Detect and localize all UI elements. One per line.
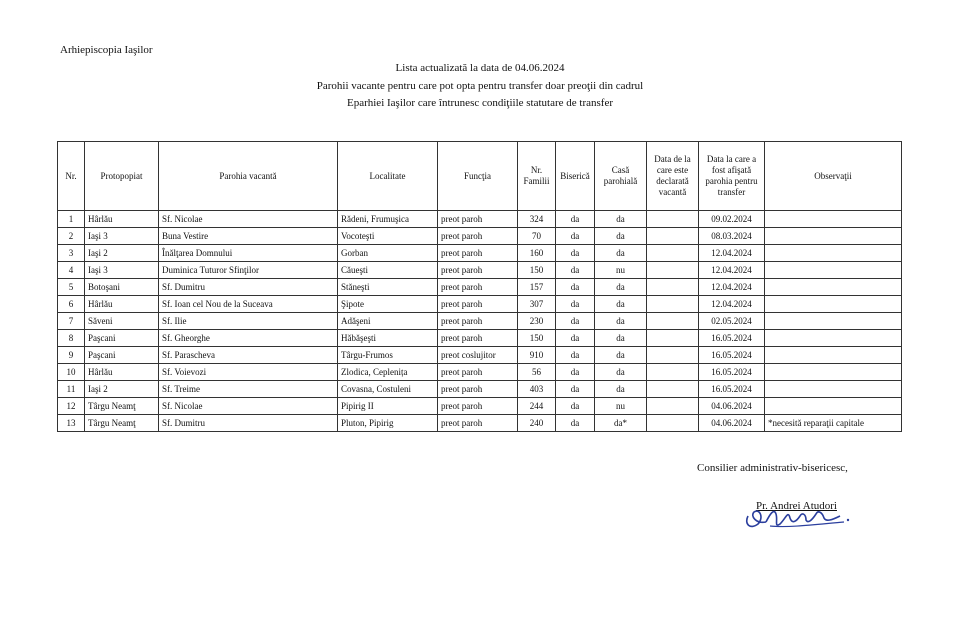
cell-data-vacanta bbox=[647, 228, 699, 245]
cell-data-vacanta bbox=[647, 347, 699, 364]
cell-parohia: Înălţarea Domnului bbox=[159, 245, 338, 262]
cell-data-vacanta bbox=[647, 364, 699, 381]
cell-casa-parohiala: da bbox=[595, 228, 647, 245]
cell-observatii bbox=[765, 279, 902, 296]
cell-observatii bbox=[765, 381, 902, 398]
cell-functia: preot paroh bbox=[438, 415, 518, 432]
cell-data-afisare: 12.04.2024 bbox=[699, 245, 765, 262]
cell-familii: 324 bbox=[518, 211, 556, 228]
cell-nr: 5 bbox=[58, 279, 85, 296]
cell-familii: 244 bbox=[518, 398, 556, 415]
cell-observatii bbox=[765, 313, 902, 330]
cell-casa-parohiala: da* bbox=[595, 415, 647, 432]
cell-biserica: da bbox=[556, 296, 595, 313]
cell-localitate: Vocoteşti bbox=[338, 228, 438, 245]
cell-data-vacanta bbox=[647, 330, 699, 347]
table-row bbox=[58, 279, 902, 296]
cell-localitate: Pipirig II bbox=[338, 398, 438, 415]
cell-nr: 13 bbox=[58, 415, 85, 432]
cell-functia: preot coslujitor bbox=[438, 347, 518, 364]
column-header-functia: Funcţia bbox=[438, 142, 518, 211]
cell-protopopiat: Hârlău bbox=[85, 211, 159, 228]
cell-localitate: Pluton, Pipirig bbox=[338, 415, 438, 432]
cell-casa-parohiala: da bbox=[595, 296, 647, 313]
signer-name: Pr. Andrei Atudori bbox=[756, 500, 837, 512]
cell-casa-parohiala: da bbox=[595, 245, 647, 262]
cell-biserica: da bbox=[556, 364, 595, 381]
cell-protopopiat: Iaşi 3 bbox=[85, 262, 159, 279]
table-row bbox=[58, 228, 902, 245]
cell-functia: preot paroh bbox=[438, 364, 518, 381]
cell-data-vacanta bbox=[647, 279, 699, 296]
cell-parohia: Sf. Gheorghe bbox=[159, 330, 338, 347]
cell-parohia: Sf. Ilie bbox=[159, 313, 338, 330]
cell-data-vacanta bbox=[647, 381, 699, 398]
cell-protopopiat: Săveni bbox=[85, 313, 159, 330]
cell-casa-parohiala: da bbox=[595, 211, 647, 228]
cell-localitate: Covasna, Costuleni bbox=[338, 381, 438, 398]
cell-casa-parohiala: da bbox=[595, 364, 647, 381]
cell-casa-parohiala: nu bbox=[595, 398, 647, 415]
cell-data-vacanta bbox=[647, 296, 699, 313]
cell-familii: 150 bbox=[518, 262, 556, 279]
cell-nr: 8 bbox=[58, 330, 85, 347]
cell-biserica: da bbox=[556, 245, 595, 262]
cell-protopopiat: Paşcani bbox=[85, 347, 159, 364]
cell-data-vacanta bbox=[647, 245, 699, 262]
cell-nr: 11 bbox=[58, 381, 85, 398]
column-header-localitate: Localitate bbox=[338, 142, 438, 211]
cell-nr: 12 bbox=[58, 398, 85, 415]
cell-biserica: da bbox=[556, 211, 595, 228]
cell-biserica: da bbox=[556, 313, 595, 330]
cell-data-afisare: 02.05.2024 bbox=[699, 313, 765, 330]
cell-familii: 403 bbox=[518, 381, 556, 398]
cell-protopopiat: Iaşi 3 bbox=[85, 228, 159, 245]
cell-data-afisare: 16.05.2024 bbox=[699, 381, 765, 398]
table-row bbox=[58, 398, 902, 415]
cell-functia: preot paroh bbox=[438, 279, 518, 296]
cell-biserica: da bbox=[556, 279, 595, 296]
cell-observatii bbox=[765, 364, 902, 381]
cell-observatii bbox=[765, 330, 902, 347]
cell-protopopiat: Hârlău bbox=[85, 296, 159, 313]
cell-localitate: Stăneşti bbox=[338, 279, 438, 296]
cell-familii: 910 bbox=[518, 347, 556, 364]
cell-localitate: Gorban bbox=[338, 245, 438, 262]
cell-observatii bbox=[765, 245, 902, 262]
cell-nr: 10 bbox=[58, 364, 85, 381]
column-header-biserica: Biserică bbox=[556, 142, 595, 211]
table-row bbox=[58, 347, 902, 364]
cell-protopopiat: Botoşani bbox=[85, 279, 159, 296]
organization-name: Arhiepiscopia Iaşilor bbox=[60, 44, 153, 56]
cell-parohia: Sf. Dumitru bbox=[159, 415, 338, 432]
cell-observatii bbox=[765, 296, 902, 313]
cell-functia: preot paroh bbox=[438, 211, 518, 228]
cell-data-afisare: 08.03.2024 bbox=[699, 228, 765, 245]
cell-data-vacanta bbox=[647, 415, 699, 432]
cell-familii: 307 bbox=[518, 296, 556, 313]
cell-parohia: Sf. Parascheva bbox=[159, 347, 338, 364]
cell-data-afisare: 04.06.2024 bbox=[699, 398, 765, 415]
cell-protopopiat: Hârlău bbox=[85, 364, 159, 381]
cell-parohia: Duminica Tuturor Sfinţilor bbox=[159, 262, 338, 279]
cell-biserica: da bbox=[556, 398, 595, 415]
cell-biserica: da bbox=[556, 228, 595, 245]
cell-nr: 2 bbox=[58, 228, 85, 245]
cell-localitate: Hăbăşeşti bbox=[338, 330, 438, 347]
cell-localitate: Adăşeni bbox=[338, 313, 438, 330]
cell-familii: 56 bbox=[518, 364, 556, 381]
table-header-row bbox=[58, 142, 902, 211]
cell-casa-parohiala: da bbox=[595, 279, 647, 296]
cell-nr: 1 bbox=[58, 211, 85, 228]
signer-role: Consilier administrativ-bisericesc, bbox=[697, 462, 848, 474]
cell-functia: preot paroh bbox=[438, 398, 518, 415]
cell-parohia: Sf. Dumitru bbox=[159, 279, 338, 296]
cell-biserica: da bbox=[556, 347, 595, 364]
table-row bbox=[58, 330, 902, 347]
table-row bbox=[58, 415, 902, 432]
column-header-data-vacanta: Data de la care este declarată vacantă bbox=[647, 142, 699, 211]
table-row bbox=[58, 364, 902, 381]
column-header-casa-parohiala: Casă parohială bbox=[595, 142, 647, 211]
vacant-parishes-table bbox=[57, 141, 902, 432]
cell-familii: 70 bbox=[518, 228, 556, 245]
cell-familii: 157 bbox=[518, 279, 556, 296]
cell-functia: preot paroh bbox=[438, 228, 518, 245]
cell-functia: preot paroh bbox=[438, 330, 518, 347]
cell-observatii bbox=[765, 347, 902, 364]
column-header-observatii: Observaţii bbox=[765, 142, 902, 211]
cell-observatii: *necesită reparaţii capitale bbox=[765, 415, 902, 432]
table-row bbox=[58, 313, 902, 330]
document-title: Lista actualizată la data de 04.06.2024 bbox=[395, 62, 565, 74]
table-row bbox=[58, 296, 902, 313]
cell-data-afisare: 12.04.2024 bbox=[699, 279, 765, 296]
cell-casa-parohiala: da bbox=[595, 313, 647, 330]
cell-parohia: Buna Vestire bbox=[159, 228, 338, 245]
cell-familii: 240 bbox=[518, 415, 556, 432]
cell-parohia: Sf. Treime bbox=[159, 381, 338, 398]
cell-data-afisare: 09.02.2024 bbox=[699, 211, 765, 228]
cell-observatii bbox=[765, 262, 902, 279]
cell-data-vacanta bbox=[647, 398, 699, 415]
handwritten-signature bbox=[740, 494, 855, 534]
column-header-familii: Nr. Familii bbox=[518, 142, 556, 211]
cell-nr: 9 bbox=[58, 347, 85, 364]
column-header-parohia: Parohia vacantă bbox=[159, 142, 338, 211]
cell-data-afisare: 16.05.2024 bbox=[699, 330, 765, 347]
cell-protopopiat: Târgu Neamţ bbox=[85, 398, 159, 415]
cell-familii: 150 bbox=[518, 330, 556, 347]
cell-protopopiat: Iaşi 2 bbox=[85, 381, 159, 398]
cell-parohia: Sf. Nicolae bbox=[159, 211, 338, 228]
cell-protopopiat: Paşcani bbox=[85, 330, 159, 347]
cell-data-afisare: 12.04.2024 bbox=[699, 296, 765, 313]
cell-data-afisare: 16.05.2024 bbox=[699, 364, 765, 381]
cell-familii: 160 bbox=[518, 245, 556, 262]
cell-functia: preot paroh bbox=[438, 313, 518, 330]
cell-localitate: Rădeni, Frumuşica bbox=[338, 211, 438, 228]
cell-observatii bbox=[765, 228, 902, 245]
column-header-data-afisare: Data la care a fost afişată parohia pentru transfer bbox=[699, 142, 765, 211]
cell-localitate: Căueşti bbox=[338, 262, 438, 279]
cell-biserica: da bbox=[556, 415, 595, 432]
cell-localitate: Târgu-Frumos bbox=[338, 347, 438, 364]
cell-parohia: Sf. Nicolae bbox=[159, 398, 338, 415]
cell-protopopiat: Iaşi 2 bbox=[85, 245, 159, 262]
cell-data-afisare: 04.06.2024 bbox=[699, 415, 765, 432]
cell-nr: 6 bbox=[58, 296, 85, 313]
cell-casa-parohiala: da bbox=[595, 347, 647, 364]
cell-data-vacanta bbox=[647, 262, 699, 279]
cell-parohia: Sf. Ioan cel Nou de la Suceava bbox=[159, 296, 338, 313]
cell-parohia: Sf. Voievozi bbox=[159, 364, 338, 381]
cell-familii: 230 bbox=[518, 313, 556, 330]
document-subtitle-line-2: Eparhiei Iaşilor care întrunesc condiţiile statutare de transfer bbox=[346, 97, 614, 109]
cell-localitate: Zlodica, Ceplenița bbox=[338, 364, 438, 381]
cell-data-afisare: 16.05.2024 bbox=[699, 347, 765, 364]
table-row bbox=[58, 211, 902, 228]
cell-observatii bbox=[765, 398, 902, 415]
document-subtitle-line-1: Parohii vacante pentru care pot opta pentru transfer doar preoţii din cadrul bbox=[316, 80, 644, 92]
cell-functia: preot paroh bbox=[438, 245, 518, 262]
cell-nr: 7 bbox=[58, 313, 85, 330]
cell-functia: preot paroh bbox=[438, 296, 518, 313]
table-body bbox=[58, 211, 902, 432]
table-row bbox=[58, 245, 902, 262]
cell-casa-parohiala: da bbox=[595, 330, 647, 347]
table-row bbox=[58, 262, 902, 279]
cell-casa-parohiala: nu bbox=[595, 262, 647, 279]
cell-data-vacanta bbox=[647, 211, 699, 228]
column-header-nr: Nr. bbox=[58, 142, 85, 211]
cell-functia: preot paroh bbox=[438, 381, 518, 398]
cell-observatii bbox=[765, 211, 902, 228]
cell-protopopiat: Târgu Neamţ bbox=[85, 415, 159, 432]
cell-functia: preot paroh bbox=[438, 262, 518, 279]
table-row bbox=[58, 381, 902, 398]
cell-casa-parohiala: da bbox=[595, 381, 647, 398]
cell-nr: 3 bbox=[58, 245, 85, 262]
cell-biserica: da bbox=[556, 381, 595, 398]
cell-data-vacanta bbox=[647, 313, 699, 330]
cell-biserica: da bbox=[556, 330, 595, 347]
cell-data-afisare: 12.04.2024 bbox=[699, 262, 765, 279]
cell-biserica: da bbox=[556, 262, 595, 279]
column-header-protopopiat: Protopopiat bbox=[85, 142, 159, 211]
cell-nr: 4 bbox=[58, 262, 85, 279]
cell-localitate: Şipote bbox=[338, 296, 438, 313]
